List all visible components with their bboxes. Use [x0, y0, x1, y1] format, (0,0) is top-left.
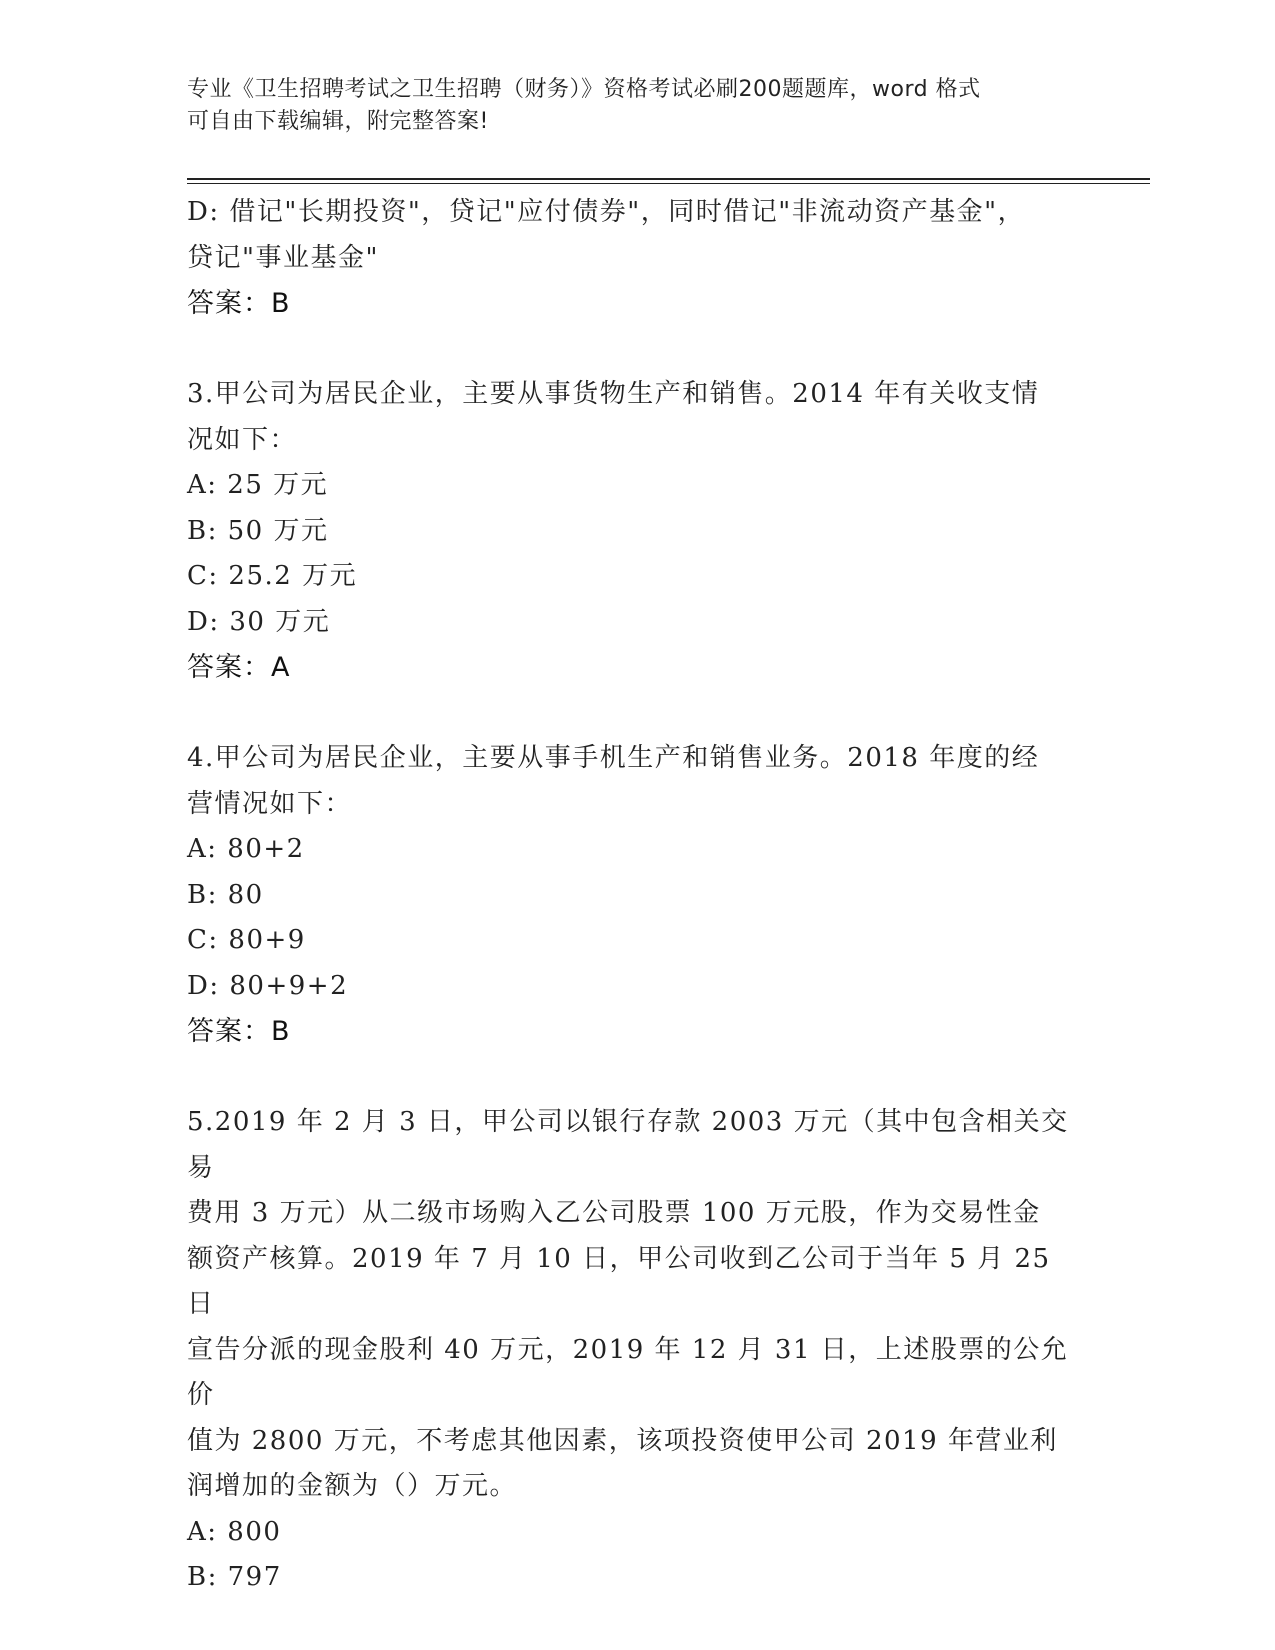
option-b: B: 50 万元 — [187, 515, 329, 546]
question-stem: 4.甲公司为居民企业，主要从事手机生产和销售业务。2018 年度的经 — [187, 743, 1040, 773]
option-a: A: 800 — [187, 1516, 282, 1547]
question-3 — [187, 372, 1087, 691]
question-stem-continued: 润增加的金额为（）万元。 — [187, 1471, 518, 1501]
header-title-line-2: 可自由下载编辑，附完整答案! — [187, 109, 489, 134]
option-a: A: 25 万元 — [187, 470, 329, 500]
page-header — [187, 74, 1067, 138]
question-stem: 5.2019 年 2 月 3 日，甲公司以银行存款 2003 万元（其中包含相关交易 — [187, 1107, 1069, 1183]
question-stem-continued: 况如下： — [187, 424, 298, 455]
header-rule-thick — [187, 178, 1150, 180]
header-title-line-1: 专业《卫生招聘考试之卫生招聘（财务）》资格考试必刷200题题库，word 格式 — [187, 77, 981, 102]
spacer — [187, 1055, 1087, 1101]
answer-label: 答案：B — [187, 1016, 291, 1047]
question-stem-continued: 值为 2800 万元，不考虑其他因素，该项投资使甲公司 2019 年营业利 — [187, 1425, 1058, 1456]
answer-label: 答案：A — [187, 652, 291, 683]
option-b: B: 797 — [187, 1562, 282, 1592]
question-5 — [187, 1100, 1087, 1601]
question-stem: 3.甲公司为居民企业，主要从事货物生产和销售。2014 年有关收支情 — [187, 379, 1040, 409]
question-list — [187, 190, 1087, 1601]
question-4 — [187, 736, 1087, 1055]
option-d: D: 30 万元 — [187, 606, 331, 637]
header-rule-thin — [187, 183, 1150, 184]
question-stem-continued: 宣告分派的现金股利 40 万元，2019 年 12 月 31 日，上述股票的公允价 — [187, 1334, 1069, 1410]
answer-label: 答案：B — [187, 288, 291, 319]
option-a: A: 80+2 — [187, 834, 305, 864]
option-c: C: 80+9 — [187, 925, 306, 955]
option-c: C: 25.2 万元 — [187, 561, 358, 591]
question-stem-continued: 营情况如下： — [187, 788, 353, 819]
question-stem-continued: 费用 3 万元）从二级市场购入乙公司股票 100 万元股，作为交易性金 — [187, 1198, 1041, 1228]
option-b: B: 80 — [187, 879, 264, 910]
question-stem-continued: 额资产核算。2019 年 7 月 10 日，甲公司收到乙公司于当年 5 月 25 日 — [187, 1243, 1061, 1319]
spacer — [187, 691, 1087, 737]
option-d: D: 80+9+2 — [187, 970, 349, 1001]
option-d-continued: 贷记"事业基金" — [187, 242, 379, 273]
question-2-tail — [187, 190, 1087, 327]
spacer — [187, 327, 1087, 373]
option-d: D: 借记"长期投资"，贷记"应付债券"，同时借记"非流动资产基金"， — [187, 197, 1026, 227]
